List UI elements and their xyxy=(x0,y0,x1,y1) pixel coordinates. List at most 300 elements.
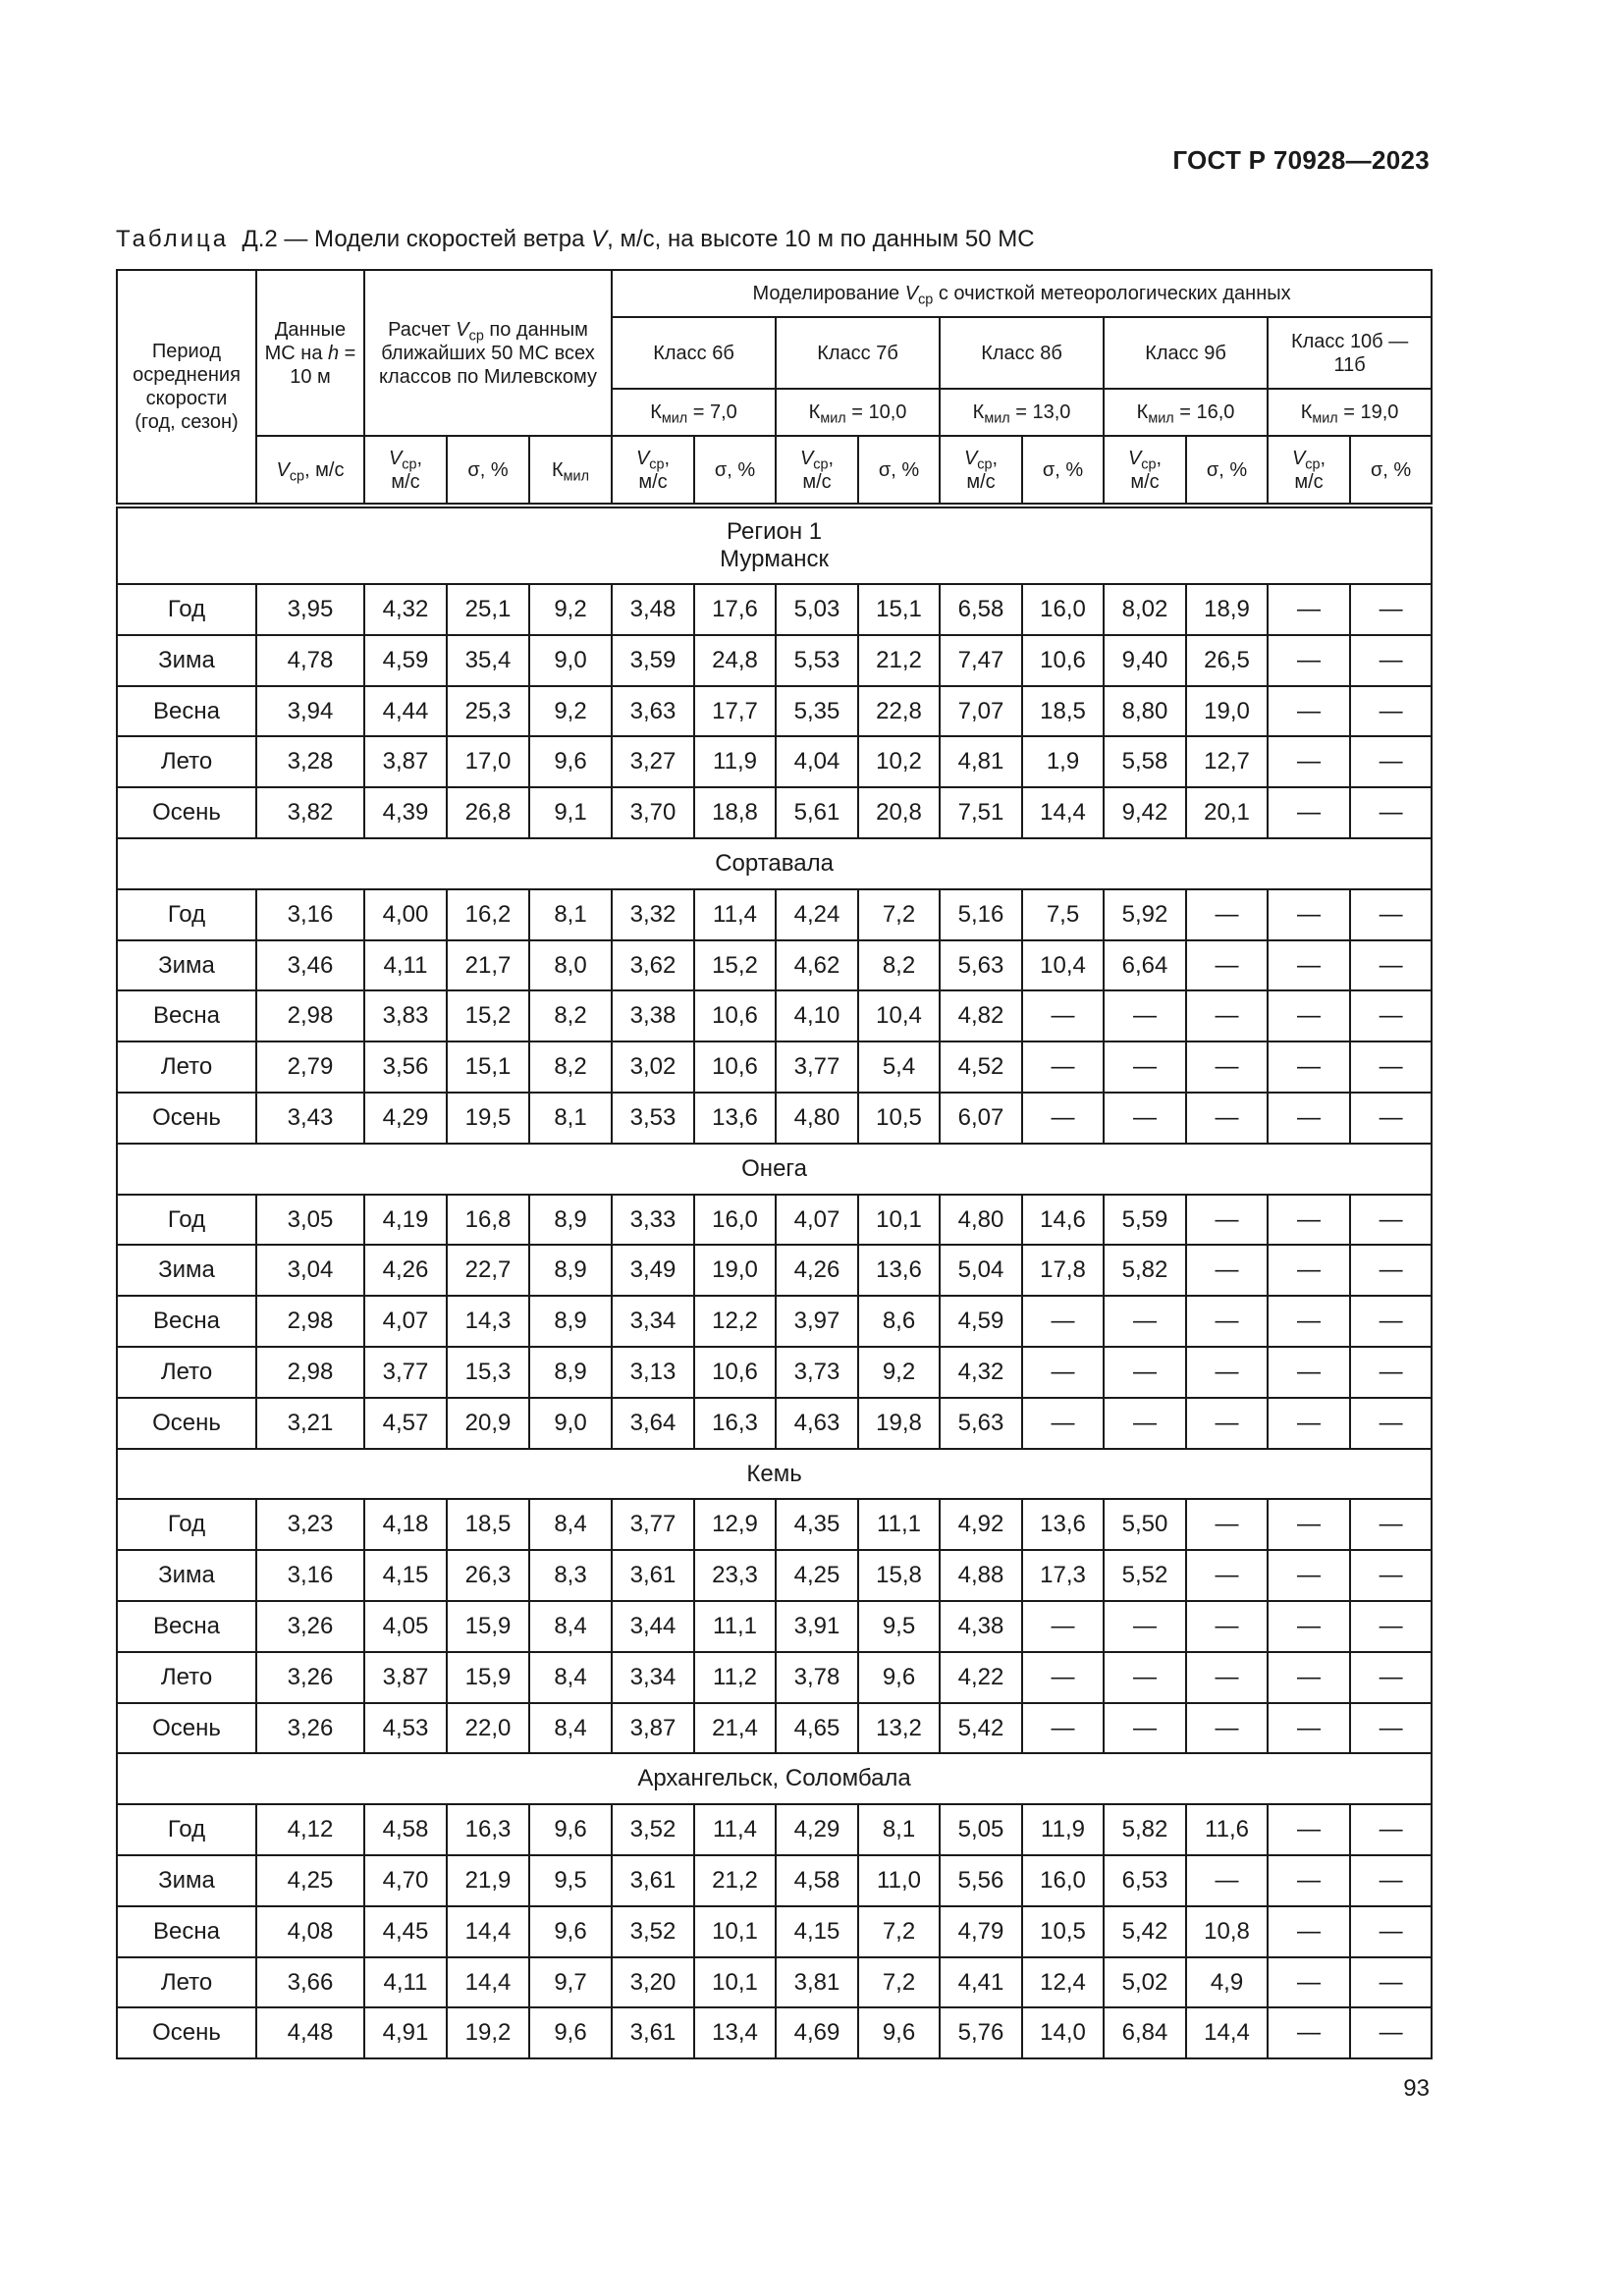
period-cell: Год xyxy=(117,1499,256,1550)
value-cell: 5,4 xyxy=(858,1041,940,1093)
value-cell: — xyxy=(1022,1041,1104,1093)
value-cell: 3,64 xyxy=(612,1398,694,1449)
value-cell: 4,82 xyxy=(940,990,1022,1041)
value-cell: 4,59 xyxy=(940,1296,1022,1347)
value-cell: 4,79 xyxy=(940,1906,1022,1957)
subheader-class-3-sigma: σ, % xyxy=(1186,436,1268,506)
value-cell: 11,4 xyxy=(694,889,776,940)
table-row xyxy=(117,686,1432,737)
value-cell: 3,77 xyxy=(612,1499,694,1550)
value-cell: 4,11 xyxy=(364,940,447,991)
value-cell: 21,9 xyxy=(447,1855,529,1906)
value-cell: 4,88 xyxy=(940,1550,1022,1601)
subheader-ms-v: $V_{ср}$, м/с xyxy=(256,436,364,506)
value-cell: 3,63 xyxy=(612,686,694,737)
value-cell: — xyxy=(1268,889,1350,940)
value-cell: — xyxy=(1350,1347,1432,1398)
value-cell: 9,7 xyxy=(529,1957,612,2008)
value-cell: 4,52 xyxy=(940,1041,1022,1093)
value-cell: 8,2 xyxy=(529,990,612,1041)
value-cell: 6,07 xyxy=(940,1093,1022,1144)
table-row xyxy=(117,1957,1432,2008)
value-cell: 10,2 xyxy=(858,736,940,787)
value-cell: 5,82 xyxy=(1104,1804,1186,1855)
value-cell: 8,4 xyxy=(529,1601,612,1652)
value-cell: 8,9 xyxy=(529,1296,612,1347)
value-cell: 8,9 xyxy=(529,1245,612,1296)
value-cell: — xyxy=(1350,1398,1432,1449)
value-cell: 3,53 xyxy=(612,1093,694,1144)
value-cell: 25,3 xyxy=(447,686,529,737)
value-cell: — xyxy=(1268,1550,1350,1601)
value-cell: 7,2 xyxy=(858,1906,940,1957)
period-cell: Зима xyxy=(117,1245,256,1296)
value-cell: 3,13 xyxy=(612,1347,694,1398)
value-cell: 3,34 xyxy=(612,1652,694,1703)
value-cell: — xyxy=(1268,1703,1350,1754)
period-cell: Осень xyxy=(117,1703,256,1754)
value-cell: 3,78 xyxy=(776,1652,858,1703)
value-cell: 2,98 xyxy=(256,990,364,1041)
value-cell: 9,6 xyxy=(529,1804,612,1855)
value-cell: 2,79 xyxy=(256,1041,364,1093)
value-cell: 10,4 xyxy=(1022,940,1104,991)
value-cell: 3,43 xyxy=(256,1093,364,1144)
table-row xyxy=(117,1296,1432,1347)
value-cell: 15,1 xyxy=(858,584,940,635)
value-cell: 19,0 xyxy=(694,1245,776,1296)
value-cell: — xyxy=(1186,1499,1268,1550)
value-cell: 25,1 xyxy=(447,584,529,635)
value-cell: 5,52 xyxy=(1104,1550,1186,1601)
period-cell: Весна xyxy=(117,1906,256,1957)
value-cell: — xyxy=(1350,1957,1432,2008)
header-modeling: Моделирование $V_{ср}$ с очисткой метеорологических данных xyxy=(612,270,1432,317)
value-cell: 3,52 xyxy=(612,1906,694,1957)
value-cell: 9,6 xyxy=(529,736,612,787)
value-cell: — xyxy=(1268,1601,1350,1652)
value-cell: 10,4 xyxy=(858,990,940,1041)
value-cell: 5,05 xyxy=(940,1804,1022,1855)
value-cell: 5,02 xyxy=(1104,1957,1186,2008)
value-cell: 10,6 xyxy=(694,990,776,1041)
table-caption xyxy=(116,226,1035,253)
period-cell: Осень xyxy=(117,2007,256,2058)
subheader-class-0-sigma: σ, % xyxy=(694,436,776,506)
value-cell: 3,49 xyxy=(612,1245,694,1296)
value-cell: 11,0 xyxy=(858,1855,940,1906)
value-cell: — xyxy=(1350,1499,1432,1550)
value-cell: 3,21 xyxy=(256,1398,364,1449)
value-cell: — xyxy=(1186,940,1268,991)
value-cell: 8,02 xyxy=(1104,584,1186,635)
value-cell: — xyxy=(1268,1855,1350,1906)
value-cell: 19,0 xyxy=(1186,686,1268,737)
value-cell: 8,4 xyxy=(529,1499,612,1550)
header-ms-data: Данные МС на h = 10 м xyxy=(256,270,364,436)
value-cell: — xyxy=(1268,940,1350,991)
value-cell: — xyxy=(1268,1093,1350,1144)
value-cell: 4,91 xyxy=(364,2007,447,2058)
period-cell: Лето xyxy=(117,1041,256,1093)
value-cell: 5,56 xyxy=(940,1855,1022,1906)
value-cell: 21,2 xyxy=(858,635,940,686)
value-cell: — xyxy=(1268,2007,1350,2058)
value-cell: 4,11 xyxy=(364,1957,447,2008)
value-cell: 13,6 xyxy=(694,1093,776,1144)
subheader-class-2-v: $V_{ср}$, м/с xyxy=(940,436,1022,506)
value-cell: 5,03 xyxy=(776,584,858,635)
value-cell: 7,5 xyxy=(1022,889,1104,940)
value-cell: — xyxy=(1268,1245,1350,1296)
value-cell: — xyxy=(1186,1041,1268,1093)
value-cell: 3,77 xyxy=(364,1347,447,1398)
table-row xyxy=(117,1195,1432,1246)
region-row xyxy=(117,1753,1432,1804)
value-cell: 3,97 xyxy=(776,1296,858,1347)
value-cell: 1,9 xyxy=(1022,736,1104,787)
value-cell: — xyxy=(1104,1041,1186,1093)
header-class-7b: Класс 7б xyxy=(776,317,940,389)
value-cell: 3,59 xyxy=(612,635,694,686)
value-cell: — xyxy=(1186,990,1268,1041)
value-cell: 3,66 xyxy=(256,1957,364,2008)
page-number: 93 xyxy=(1403,2075,1430,2102)
value-cell: 9,2 xyxy=(529,584,612,635)
value-cell: 3,62 xyxy=(612,940,694,991)
value-cell: 4,22 xyxy=(940,1652,1022,1703)
value-cell: 4,65 xyxy=(776,1703,858,1754)
value-cell: — xyxy=(1104,1601,1186,1652)
value-cell: — xyxy=(1350,736,1432,787)
value-cell: 3,26 xyxy=(256,1703,364,1754)
value-cell: 6,53 xyxy=(1104,1855,1186,1906)
value-cell: 26,3 xyxy=(447,1550,529,1601)
table-row xyxy=(117,1652,1432,1703)
value-cell: — xyxy=(1104,1703,1186,1754)
value-cell: 5,04 xyxy=(940,1245,1022,1296)
value-cell: 11,2 xyxy=(694,1652,776,1703)
value-cell: 12,9 xyxy=(694,1499,776,1550)
value-cell: — xyxy=(1186,1296,1268,1347)
value-cell: 12,2 xyxy=(694,1296,776,1347)
value-cell: — xyxy=(1186,1347,1268,1398)
value-cell: 3,26 xyxy=(256,1601,364,1652)
value-cell: — xyxy=(1268,1296,1350,1347)
value-cell: — xyxy=(1268,990,1350,1041)
value-cell: — xyxy=(1268,1195,1350,1246)
value-cell: 17,6 xyxy=(694,584,776,635)
value-cell: 3,02 xyxy=(612,1041,694,1093)
value-cell: 4,53 xyxy=(364,1703,447,1754)
value-cell: 16,2 xyxy=(447,889,529,940)
table-row xyxy=(117,787,1432,838)
value-cell: 8,4 xyxy=(529,1652,612,1703)
value-cell: 8,1 xyxy=(529,889,612,940)
table-row xyxy=(117,1499,1432,1550)
period-cell: Лето xyxy=(117,1652,256,1703)
value-cell: — xyxy=(1186,1398,1268,1449)
value-cell: 15,9 xyxy=(447,1601,529,1652)
value-cell: 4,45 xyxy=(364,1906,447,1957)
value-cell: 18,8 xyxy=(694,787,776,838)
table-row xyxy=(117,1703,1432,1754)
subheader-calc-k: $К_{мил}$ xyxy=(529,436,612,506)
value-cell: — xyxy=(1350,1195,1432,1246)
value-cell: 3,73 xyxy=(776,1347,858,1398)
value-cell: 3,27 xyxy=(612,736,694,787)
value-cell: — xyxy=(1186,1093,1268,1144)
value-cell: 4,41 xyxy=(940,1957,1022,2008)
value-cell: 3,61 xyxy=(612,2007,694,2058)
value-cell: — xyxy=(1186,1703,1268,1754)
region-title xyxy=(117,838,1432,889)
value-cell: 13,6 xyxy=(858,1245,940,1296)
header-kmil-3: $К_{мил} = 16,0$ xyxy=(1104,389,1268,436)
subheader-calc-sigma: σ, % xyxy=(447,436,529,506)
value-cell: 3,83 xyxy=(364,990,447,1041)
value-cell: 5,42 xyxy=(1104,1906,1186,1957)
value-cell: 11,4 xyxy=(694,1804,776,1855)
value-cell: 3,81 xyxy=(776,1957,858,2008)
value-cell: 10,5 xyxy=(858,1093,940,1144)
value-cell: 8,3 xyxy=(529,1550,612,1601)
period-cell: Год xyxy=(117,889,256,940)
header-class-8b: Класс 8б xyxy=(940,317,1104,389)
value-cell: 3,23 xyxy=(256,1499,364,1550)
value-cell: 7,47 xyxy=(940,635,1022,686)
value-cell: 20,8 xyxy=(858,787,940,838)
table-row xyxy=(117,2007,1432,2058)
value-cell: 18,5 xyxy=(1022,686,1104,737)
period-cell: Зима xyxy=(117,1550,256,1601)
value-cell: — xyxy=(1268,787,1350,838)
value-cell: 8,6 xyxy=(858,1296,940,1347)
value-cell: 9,42 xyxy=(1104,787,1186,838)
subheader-class-1-v: $V_{ср}$, м/с xyxy=(776,436,858,506)
value-cell: 3,04 xyxy=(256,1245,364,1296)
value-cell: — xyxy=(1350,1652,1432,1703)
value-cell: 9,0 xyxy=(529,1398,612,1449)
value-cell: 3,33 xyxy=(612,1195,694,1246)
value-cell: 9,6 xyxy=(858,1652,940,1703)
value-cell: 21,2 xyxy=(694,1855,776,1906)
value-cell: 7,51 xyxy=(940,787,1022,838)
table-header xyxy=(117,270,1432,506)
value-cell: 11,1 xyxy=(694,1601,776,1652)
value-cell: 3,05 xyxy=(256,1195,364,1246)
value-cell: 4,59 xyxy=(364,635,447,686)
value-cell: 19,8 xyxy=(858,1398,940,1449)
value-cell: — xyxy=(1350,1601,1432,1652)
value-cell: 11,6 xyxy=(1186,1804,1268,1855)
value-cell: 3,82 xyxy=(256,787,364,838)
table-row xyxy=(117,584,1432,635)
value-cell: 16,3 xyxy=(694,1398,776,1449)
value-cell: 13,4 xyxy=(694,2007,776,2058)
value-cell: 3,46 xyxy=(256,940,364,991)
value-cell: 15,8 xyxy=(858,1550,940,1601)
value-cell: — xyxy=(1350,635,1432,686)
value-cell: — xyxy=(1104,1093,1186,1144)
caption-var: V xyxy=(591,226,608,252)
value-cell: 5,61 xyxy=(776,787,858,838)
value-cell: 17,8 xyxy=(1022,1245,1104,1296)
table-row xyxy=(117,1041,1432,1093)
value-cell: 4,9 xyxy=(1186,1957,1268,2008)
value-cell: 8,1 xyxy=(529,1093,612,1144)
subheader-calc-v: $V_{ср}$, м/с xyxy=(364,436,447,506)
value-cell: 11,1 xyxy=(858,1499,940,1550)
value-cell: 4,15 xyxy=(776,1906,858,1957)
value-cell: 15,2 xyxy=(694,940,776,991)
value-cell: 10,6 xyxy=(694,1347,776,1398)
value-cell: 10,1 xyxy=(694,1906,776,1957)
region-name: Регион 1 xyxy=(727,518,823,546)
value-cell: 16,0 xyxy=(694,1195,776,1246)
value-cell: 3,77 xyxy=(776,1041,858,1093)
value-cell: 15,9 xyxy=(447,1652,529,1703)
value-cell: 12,7 xyxy=(1186,736,1268,787)
value-cell: — xyxy=(1022,1601,1104,1652)
period-cell: Осень xyxy=(117,787,256,838)
value-cell: 4,15 xyxy=(364,1550,447,1601)
value-cell: 4,48 xyxy=(256,2007,364,2058)
caption-prefix: Таблица xyxy=(116,226,230,252)
value-cell: 3,16 xyxy=(256,889,364,940)
value-cell: — xyxy=(1022,1398,1104,1449)
value-cell: 5,76 xyxy=(940,2007,1022,2058)
value-cell: — xyxy=(1350,1703,1432,1754)
value-cell: 4,58 xyxy=(776,1855,858,1906)
value-cell: — xyxy=(1350,940,1432,991)
header-period: Период осреднения скорости (год, сезон) xyxy=(117,270,256,506)
value-cell: — xyxy=(1186,1855,1268,1906)
value-cell: 7,07 xyxy=(940,686,1022,737)
period-cell: Зима xyxy=(117,940,256,991)
value-cell: 4,92 xyxy=(940,1499,1022,1550)
region-row xyxy=(117,1449,1432,1500)
value-cell: 10,6 xyxy=(1022,635,1104,686)
value-cell: 14,6 xyxy=(1022,1195,1104,1246)
value-cell: — xyxy=(1022,1347,1104,1398)
value-cell: 4,26 xyxy=(364,1245,447,1296)
value-cell: 22,0 xyxy=(447,1703,529,1754)
value-cell: 21,4 xyxy=(694,1703,776,1754)
value-cell: 9,5 xyxy=(529,1855,612,1906)
table-row xyxy=(117,990,1432,1041)
value-cell: — xyxy=(1350,1093,1432,1144)
station-name: Кемь xyxy=(746,1460,802,1487)
value-cell: 3,61 xyxy=(612,1855,694,1906)
value-cell: — xyxy=(1268,584,1350,635)
value-cell: 10,6 xyxy=(694,1041,776,1093)
value-cell: 14,0 xyxy=(1022,2007,1104,2058)
value-cell: 4,12 xyxy=(256,1804,364,1855)
value-cell: 15,1 xyxy=(447,1041,529,1093)
table-row xyxy=(117,1804,1432,1855)
header-kmil-0: $К_{мил} = 7,0$ xyxy=(612,389,776,436)
value-cell: 9,5 xyxy=(858,1601,940,1652)
header-class-10b-11b: Класс 10б — 11б xyxy=(1268,317,1432,389)
value-cell: — xyxy=(1350,584,1432,635)
value-cell: 5,50 xyxy=(1104,1499,1186,1550)
period-cell: Год xyxy=(117,1804,256,1855)
period-cell: Весна xyxy=(117,990,256,1041)
value-cell: 9,2 xyxy=(858,1347,940,1398)
subheader-class-3-v: $V_{ср}$, м/с xyxy=(1104,436,1186,506)
subheader-class-1-sigma: σ, % xyxy=(858,436,940,506)
value-cell: — xyxy=(1186,1245,1268,1296)
value-cell: — xyxy=(1350,1041,1432,1093)
value-cell: 22,8 xyxy=(858,686,940,737)
value-cell: 16,8 xyxy=(447,1195,529,1246)
value-cell: — xyxy=(1350,1245,1432,1296)
table-row xyxy=(117,1906,1432,1957)
value-cell: 5,58 xyxy=(1104,736,1186,787)
wind-speed-table xyxy=(116,269,1433,2059)
value-cell: 9,2 xyxy=(529,686,612,737)
value-cell: 2,98 xyxy=(256,1347,364,1398)
value-cell: 3,87 xyxy=(364,736,447,787)
period-cell: Лето xyxy=(117,736,256,787)
value-cell: 4,63 xyxy=(776,1398,858,1449)
value-cell: 15,2 xyxy=(447,990,529,1041)
value-cell: 9,6 xyxy=(858,2007,940,2058)
value-cell: — xyxy=(1022,990,1104,1041)
value-cell: — xyxy=(1268,1499,1350,1550)
value-cell: 22,7 xyxy=(447,1245,529,1296)
value-cell: — xyxy=(1022,1093,1104,1144)
value-cell: 3,32 xyxy=(612,889,694,940)
value-cell: 8,9 xyxy=(529,1195,612,1246)
value-cell: — xyxy=(1022,1296,1104,1347)
value-cell: 9,6 xyxy=(529,1906,612,1957)
value-cell: 26,8 xyxy=(447,787,529,838)
value-cell: 3,28 xyxy=(256,736,364,787)
period-cell: Зима xyxy=(117,635,256,686)
value-cell: 10,1 xyxy=(858,1195,940,1246)
region-title xyxy=(117,1144,1432,1195)
value-cell: — xyxy=(1350,1296,1432,1347)
table-row xyxy=(117,1347,1432,1398)
value-cell: 4,35 xyxy=(776,1499,858,1550)
value-cell: 10,5 xyxy=(1022,1906,1104,1957)
value-cell: 16,0 xyxy=(1022,1855,1104,1906)
value-cell: 4,57 xyxy=(364,1398,447,1449)
value-cell: 7,2 xyxy=(858,1957,940,2008)
period-cell: Весна xyxy=(117,1601,256,1652)
value-cell: 3,87 xyxy=(612,1703,694,1754)
value-cell: 4,26 xyxy=(776,1245,858,1296)
value-cell: — xyxy=(1268,1041,1350,1093)
table-row xyxy=(117,1398,1432,1449)
value-cell: 8,1 xyxy=(858,1804,940,1855)
station-name: Архангельск, Соломбала xyxy=(637,1765,911,1792)
region-row xyxy=(117,1144,1432,1195)
value-cell: 4,69 xyxy=(776,2007,858,2058)
period-cell: Лето xyxy=(117,1347,256,1398)
station-name: Сортавала xyxy=(715,850,834,878)
value-cell: 4,25 xyxy=(776,1550,858,1601)
value-cell: 6,64 xyxy=(1104,940,1186,991)
value-cell: 3,38 xyxy=(612,990,694,1041)
value-cell: 3,16 xyxy=(256,1550,364,1601)
value-cell: 4,19 xyxy=(364,1195,447,1246)
subheader-class-0-v: $V_{ср}$, м/с xyxy=(612,436,694,506)
value-cell: 16,3 xyxy=(447,1804,529,1855)
value-cell: 4,38 xyxy=(940,1601,1022,1652)
